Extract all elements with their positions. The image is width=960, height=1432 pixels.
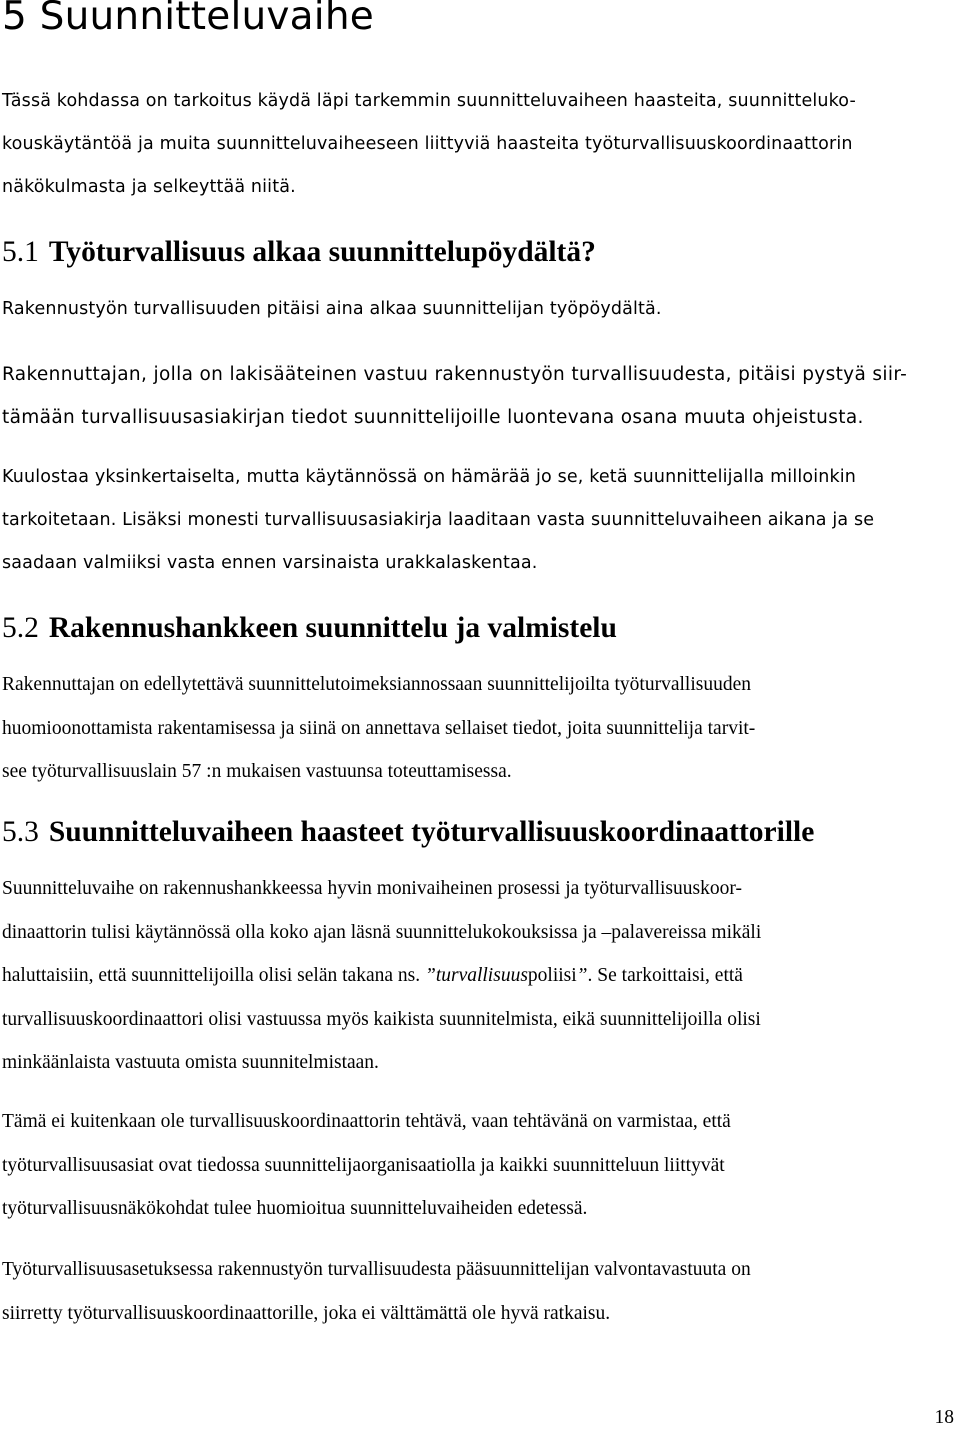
s53p1-closing-quote: ” (576, 965, 588, 986)
section-5-3-title: Suunnitteluvaiheen haasteet työturvallisuuskoordinaattorille (48, 816, 815, 848)
section-5-1-heading (2, 236, 596, 269)
s53p1-line-3-end: . Se tarkoittaisi, että (587, 965, 743, 986)
intro-line-3: näkökulmasta ja selkeyttää niitä. (2, 177, 296, 197)
page-number: 18 (934, 1407, 954, 1428)
s52-line-3: see työturvallisuuslain 57 :n mukaisen vastuunsa toteuttamisessa. (2, 761, 512, 782)
section-5-3-paragraph-2 (2, 1100, 731, 1231)
s53p1-line-3-start: haluttaisiin, että suunnittelijoilla olisi selän takana ns. (2, 965, 425, 986)
section-5-1-paragraph-2 (2, 353, 907, 439)
s53p1-line-5: minkäänlaista vastuuta omista suunnitelmistaan. (2, 1052, 379, 1073)
section-5-3-number: 5.3 (2, 816, 39, 848)
s53p3-line-2: siirretty työturvallisuuskoordinaattorille, joka ei välttämättä ole hyvä ratkaisu. (2, 1302, 611, 1324)
s53p1-line-4: turvallisuuskoordinaattori olisi vastuussa myös kaikista suunnitelmista, eikä suunnittelijoilla olisi (2, 1008, 761, 1030)
section-5-3-paragraph-3 (2, 1248, 751, 1335)
s53p2-line-3: työturvallisuusnäkökohdat tulee huomioitua suunnitteluvaiheiden edetessä. (2, 1198, 588, 1219)
para2-line-2: tämään turvallisuusasiakirjan tiedot suunnittelijoille luontevana osana muuta ohjeistusta. (2, 407, 864, 428)
s53p1-quoted-term-suffix: poliisi (527, 965, 577, 986)
section-5-2-heading (2, 612, 617, 645)
intro-line-1: Tässä kohdassa on tarkoitus käydä läpi tarkemmin suunnitteluvaiheen haasteita, suunnitteluko- (2, 91, 856, 111)
section-5-1-title: Työturvallisuus alkaa suunnittelupöydältä? (48, 236, 596, 268)
chapter-heading: 5 Suunnitteluvaihe (2, 0, 374, 39)
section-5-3-paragraph-1 (2, 867, 761, 1085)
s53p1-line-2: dinaattorin tulisi käytännössä olla koko ajan läsnä suunnittelukokouksissa ja –palavereissa mikäli (2, 921, 762, 943)
s53p2-line-1: Tämä ei kuitenkaan ole turvallisuuskoordinaattorin tehtävä, vaan tehtävänä on varmistaa, että (2, 1111, 731, 1132)
intro-line-2: kouskäytäntöä ja muita suunnitteluvaiheeseen liittyviä haasteita työturvallisuuskoordinaattorin (2, 134, 853, 154)
section-5-3-heading (2, 816, 814, 849)
lead-line: Rakennustyön turvallisuuden pitäisi aina alkaa suunnittelijan työpöydältä. (2, 299, 662, 319)
section-5-1-number: 5.1 (2, 236, 39, 268)
section-5-2-number: 5.2 (2, 612, 39, 644)
para3-line-2: tarkoitetaan. Lisäksi monesti turvallisuusasiakirja laaditaan vasta suunnitteluvaiheen aikana ja se (2, 510, 875, 530)
section-5-1-lead-paragraph (2, 288, 662, 331)
s52-line-1: Rakennuttajan on edellytettävä suunnittelutoimeksiannossaan suunnittelijoilta työturvallisuuden (2, 674, 751, 695)
s53p2-line-2: työturvallisuusasiat ovat tiedossa suunnittelijaorganisaatiolla ja kaikki suunnitteluun liittyvät (2, 1154, 725, 1176)
section-5-1-paragraph-3 (2, 456, 874, 585)
chapter-intro-paragraph (2, 80, 856, 209)
para2-line-1: Rakennuttajan, jolla on lakisääteinen vastuu rakennustyön turvallisuudesta, pitäisi pystyä siir- (2, 364, 908, 385)
para3-line-1: Kuulostaa yksinkertaiselta, mutta käytännössä on hämärää jo se, ketä suunnittelijalla milloinkin (2, 467, 856, 487)
section-5-2-title: Rakennushankkeen suunnittelu ja valmistelu (48, 612, 617, 644)
s53p3-line-1: Työturvallisuusasetuksessa rakennustyön turvallisuudesta pääsuunnittelijan valvontavastuuta on (2, 1259, 751, 1280)
section-5-2-paragraph (2, 663, 755, 794)
s53p1-quoted-term: ”turvallisuus (424, 965, 528, 986)
s52-line-2: huomioonottamista rakentamisessa ja siinä on annettava sellaiset tiedot, joita suunnittelija tarvit- (2, 717, 756, 739)
s53p1-line-1: Suunnitteluvaihe on rakennushankkeessa hyvin monivaiheinen prosessi ja työturvallisuuskoor- (2, 878, 742, 899)
s53p1-line-3 (2, 954, 761, 998)
para3-line-3: saadaan valmiiksi vasta ennen varsinaista urakkalaskentaa. (2, 553, 538, 573)
